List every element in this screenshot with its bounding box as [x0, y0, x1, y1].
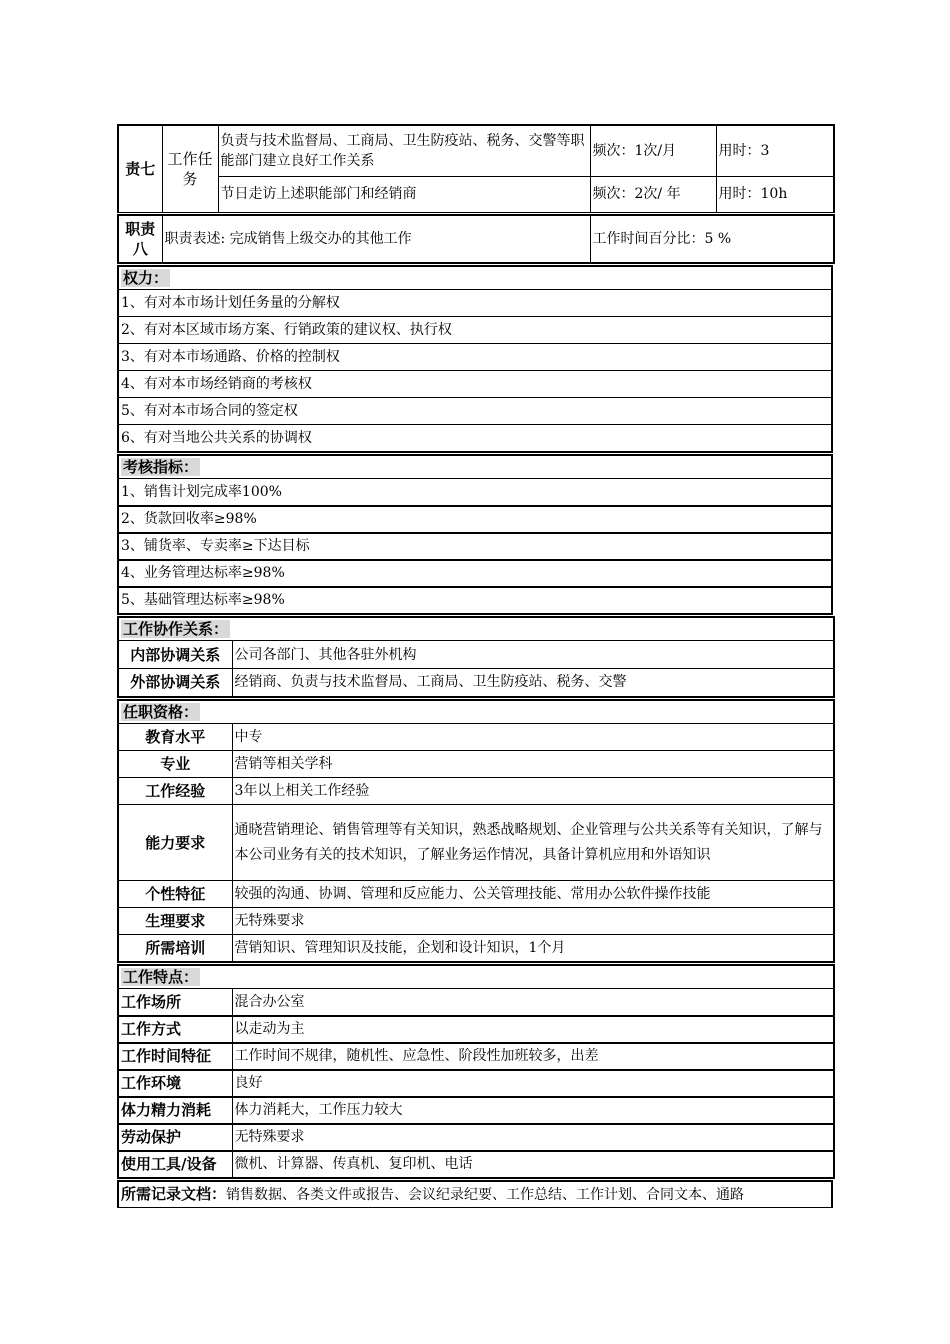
training-value: 营销知识、管理知识及技能，企划和设计知识，1个月	[232, 935, 834, 962]
relations-title: 工作协作关系：	[118, 617, 834, 641]
power-item: 3、有对本市场通路、价格的控制权	[118, 344, 832, 371]
records-table	[117, 1180, 833, 1209]
duty7-task-1: 负责与技术监督局、工商局、卫生防疫站、税务、交警等职能部门建立良好工作关系	[218, 125, 590, 176]
duty7-time-1: 用时：3	[716, 125, 834, 176]
education-label: 教育水平	[118, 724, 232, 751]
work-mode-value: 以走动为主	[232, 1016, 834, 1043]
physical-value: 无特殊要求	[232, 908, 834, 935]
tools-label: 使用工具/设备	[118, 1151, 232, 1178]
work-time-label: 工作时间特征	[118, 1043, 232, 1070]
external-relations-value: 经销商、负责与技术监督局、工商局、卫生防疫站、税务、交警	[232, 669, 834, 697]
environment-value: 良好	[232, 1070, 834, 1097]
duty8-label: 职责八	[118, 215, 162, 263]
task-label: 工作任务	[162, 125, 218, 212]
kpi-item: 5、基础管理达标率≥98%	[118, 587, 832, 614]
features-table	[117, 964, 835, 1179]
ability-label: 能力要求	[118, 805, 232, 881]
kpi-item: 2、货款回收率≥98%	[118, 506, 832, 533]
duty7-table	[117, 124, 835, 213]
work-mode-label: 工作方式	[118, 1016, 232, 1043]
duty7-label: 责七	[118, 125, 162, 212]
qualification-table	[117, 699, 835, 963]
protection-value: 无特殊要求	[232, 1124, 834, 1151]
personality-label: 个性特征	[118, 881, 232, 908]
qualification-title: 任职资格：	[118, 700, 834, 724]
duty8-table	[117, 214, 835, 264]
work-time-value: 工作时间不规律，随机性、应急性、阶段性加班较多，出差	[232, 1043, 834, 1070]
kpi-title: 考核指标：	[118, 455, 832, 479]
kpi-item: 4、业务管理达标率≥98%	[118, 560, 832, 587]
features-title: 工作特点：	[118, 965, 834, 989]
tools-value: 微机、计算器、传真机、复印机、电话	[232, 1151, 834, 1178]
power-item: 1、有对本市场计划任务量的分解权	[118, 290, 832, 317]
power-item: 4、有对本市场经销商的考核权	[118, 371, 832, 398]
power-item: 5、有对本市场合同的签定权	[118, 398, 832, 425]
major-label: 专业	[118, 751, 232, 778]
protection-label: 劳动保护	[118, 1124, 232, 1151]
duty7-time-2: 用时：10h	[716, 176, 834, 212]
relations-table	[117, 616, 835, 698]
experience-label: 工作经验	[118, 778, 232, 805]
environment-label: 工作环境	[118, 1070, 232, 1097]
duty7-task-2: 节日走访上述职能部门和经销商	[218, 176, 590, 212]
physical-label: 生理要求	[118, 908, 232, 935]
kpi-table	[117, 454, 833, 615]
kpi-item: 3、铺货率、专卖率≥下达目标	[118, 533, 832, 560]
ability-value: 通晓营销理论、销售管理等有关知识，熟悉战略规划、企业管理与公共关系等有关知识，了解与本公司业务有关的技术知识，了解业务运作情况，具备计算机应用和外语知识	[232, 805, 834, 881]
duty8-percent: 工作时间百分比：5 %	[590, 215, 834, 263]
kpi-item: 1、销售计划完成率100%	[118, 479, 832, 506]
workplace-value: 混合办公室	[232, 989, 834, 1016]
power-title: 权力：	[118, 266, 832, 290]
power-table	[117, 265, 833, 453]
records-row	[118, 1181, 832, 1208]
records-label: 所需记录文档：	[121, 1184, 227, 1203]
internal-relations-label: 内部协调关系	[118, 641, 232, 669]
energy-label: 体力精力消耗	[118, 1097, 232, 1124]
major-value: 营销等相关学科	[232, 751, 834, 778]
energy-value: 体力消耗大，工作压力较大	[232, 1097, 834, 1124]
external-relations-label: 外部协调关系	[118, 669, 232, 697]
personality-value: 较强的沟通、协调、管理和反应能力、公关管理技能、常用办公软件操作技能	[232, 881, 834, 908]
duty8-desc: 职责表述: 完成销售上级交办的其他工作	[162, 215, 590, 263]
power-item: 2、有对本区域市场方案、行销政策的建议权、执行权	[118, 317, 832, 344]
power-item: 6、有对当地公共关系的协调权	[118, 425, 832, 452]
job-description-document	[117, 124, 833, 1208]
duty7-freq-2: 频次：2次/ 年	[590, 176, 716, 212]
internal-relations-value: 公司各部门、其他各驻外机构	[232, 641, 834, 669]
training-label: 所需培训	[118, 935, 232, 962]
records-value: 销售数据、各类文件或报告、会议纪录纪要、工作总结、工作计划、合同文本、通路	[226, 1186, 745, 1203]
experience-value: 3年以上相关工作经验	[232, 778, 834, 805]
education-value: 中专	[232, 724, 834, 751]
workplace-label: 工作场所	[118, 989, 232, 1016]
duty7-freq-1: 频次：1次/月	[590, 125, 716, 176]
